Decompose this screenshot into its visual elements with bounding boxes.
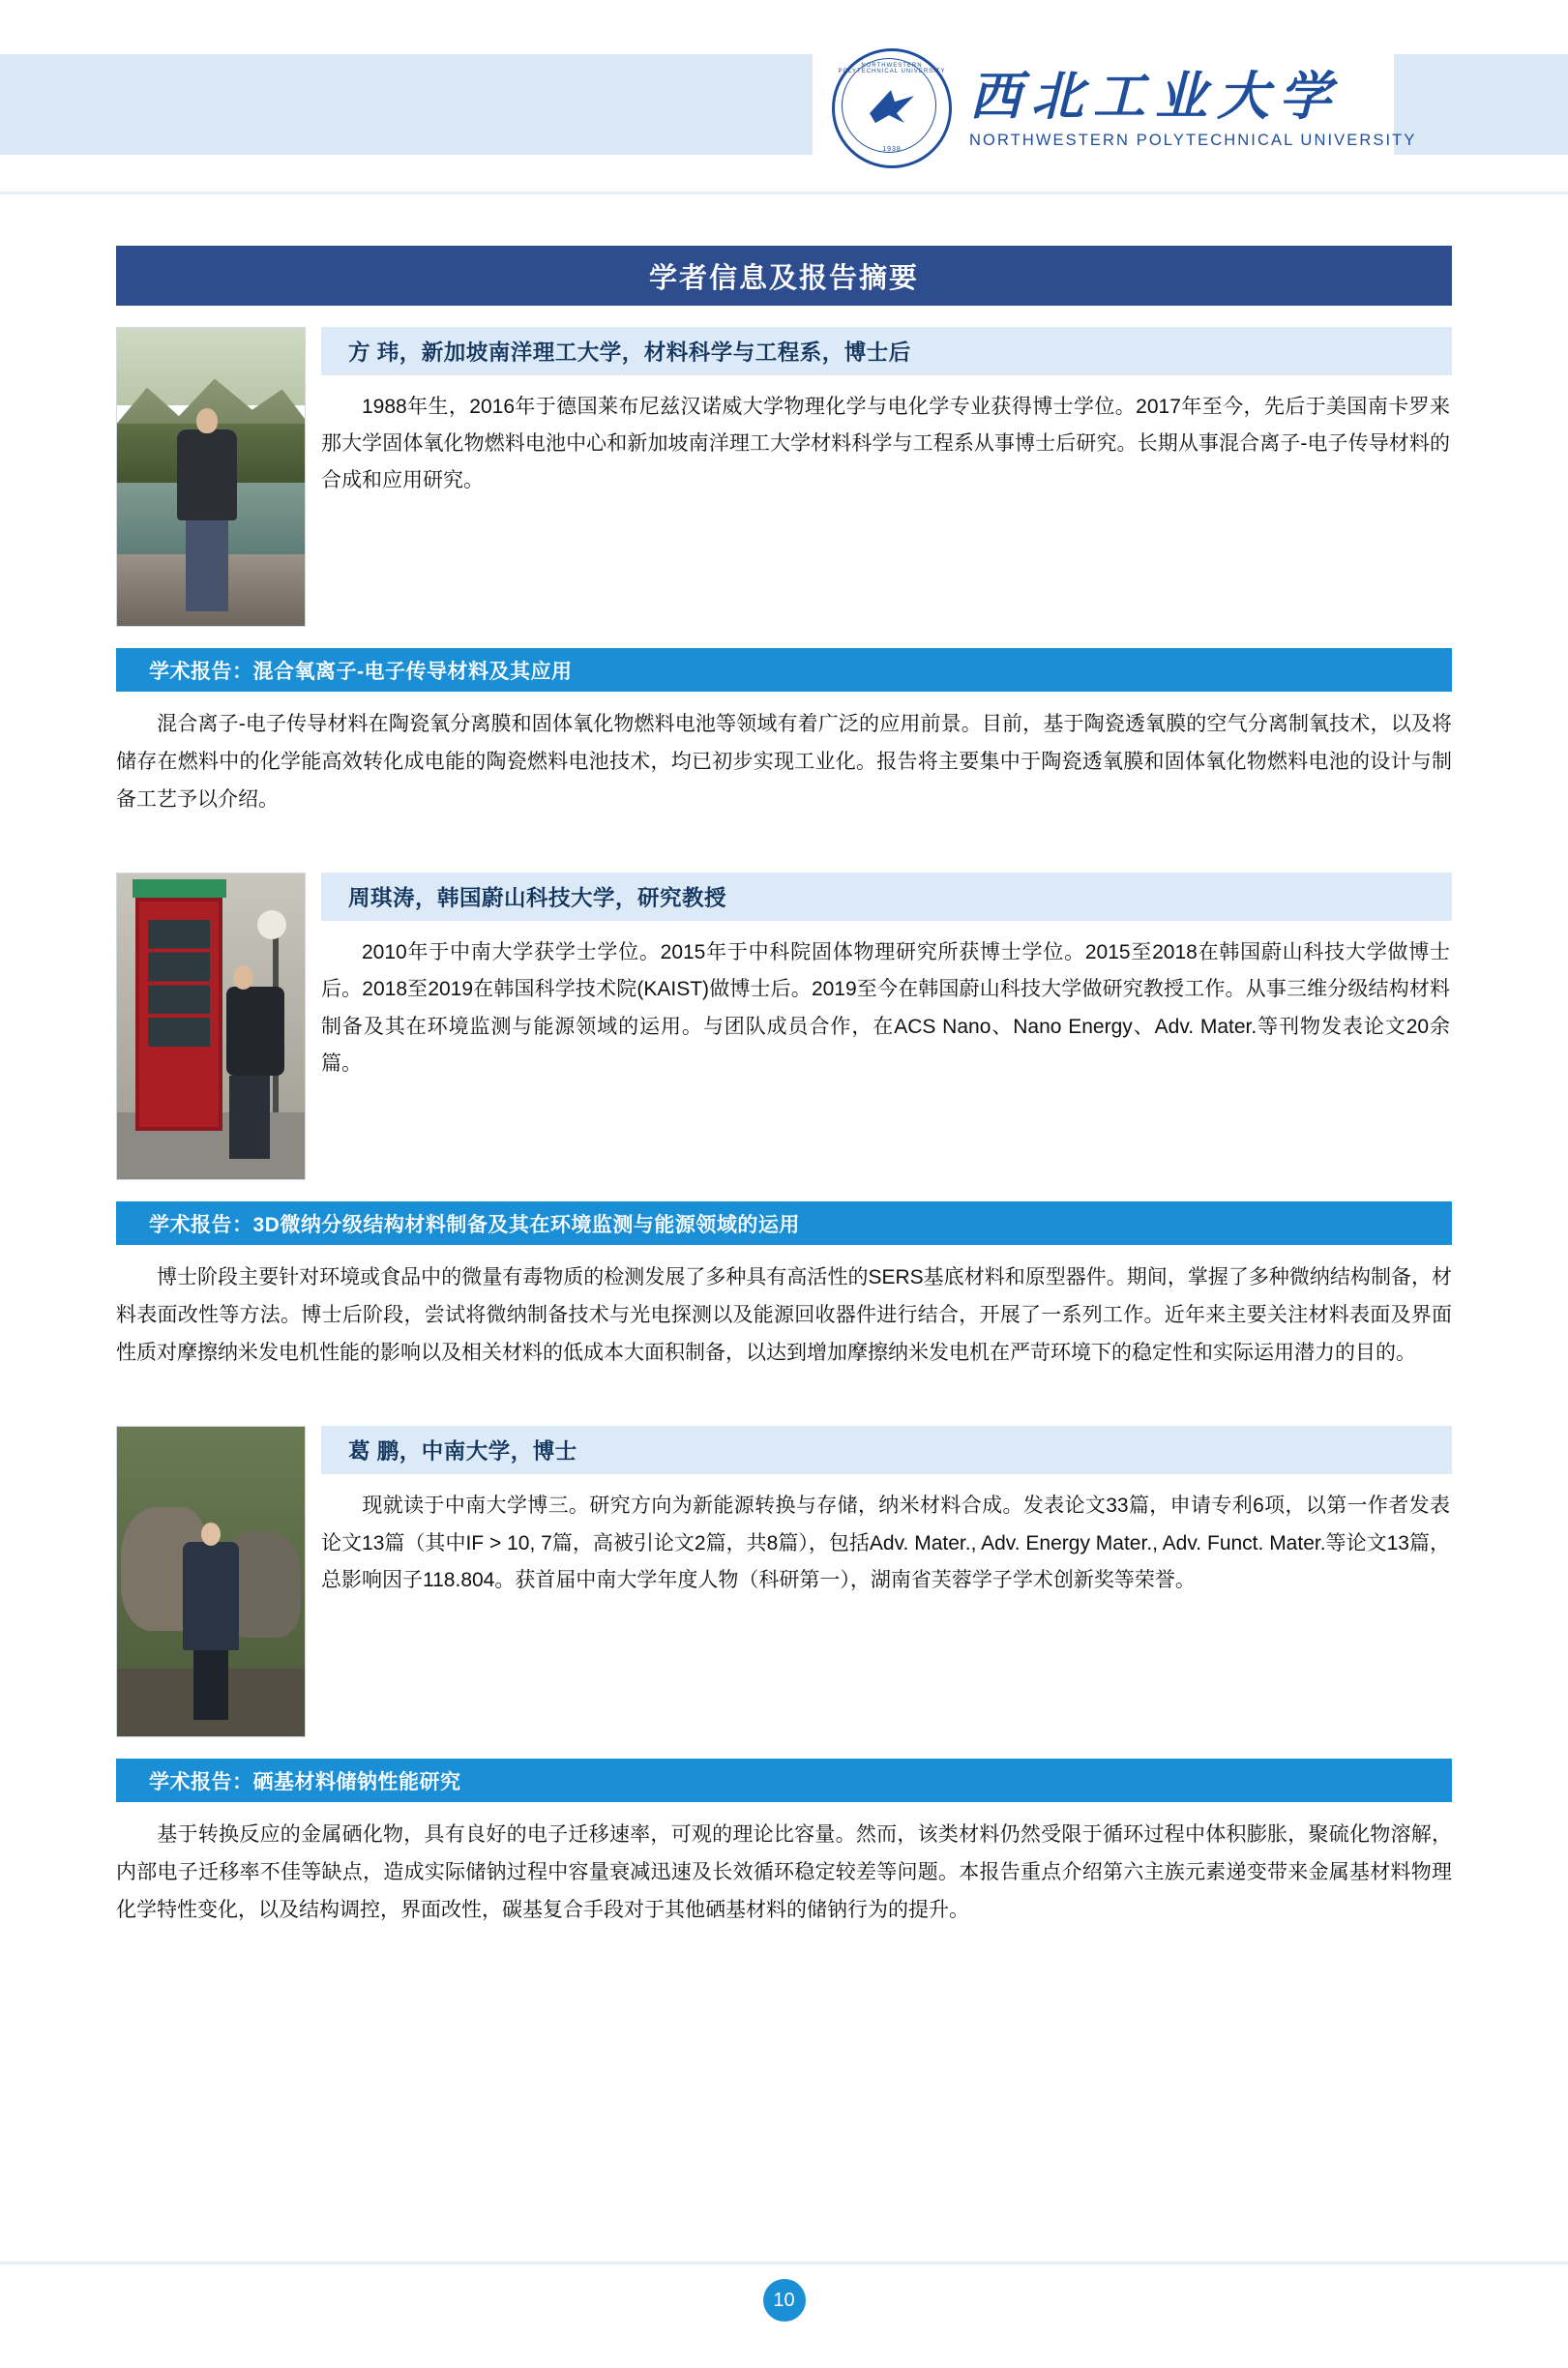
page-title: 学者信息及报告摘要 xyxy=(116,246,1452,306)
scholar-bio-text: 现就读于中南大学博三。研究方向为新能源转换与存储，纳米材料合成。发表论文33篇，申请专利6项，以第一作者发表论文13篇（其中IF > 10, 7篇，高被引论文2篇，共8篇），包括Adv. Mater., Adv. Energy Mater., Adv. Funct. Mater.等论文13篇，总影响因子118.804。获首届中南大学年度人物（科研第一），湖南省芙蓉学子学术创新奖等荣誉。 xyxy=(321,1495,1450,1591)
header-divider xyxy=(0,192,1568,194)
bird-icon xyxy=(866,84,918,129)
report-abstract-text: 博士阶段主要针对环境或食品中的微量有毒物质的检测发展了多种具有高活性的SERS基底材料和原型器件。期间，掌握了多种微纳结构制备，材料表面改性等方法。博士后阶段，尝试将微纳制备技术与光电探测以及能源回收器件进行结合，开展了一系列工作。近年来主要关注材料表面及界面性质对摩擦纳米发电机性能的影响以及相关材料的低成本大面积制备，以达到增加摩擦纳米发电机在严苛环境下的稳定性和实际运用潜力的目的。 xyxy=(116,1266,1452,1365)
scholar-bio xyxy=(321,934,1452,1082)
scholar-bio-text: 1988年生，2016年于德国莱布尼兹汉诺威大学物理化学与电化学专业获得博士学位。2017年至今，先后于美国南卡罗来那大学固体氧化物燃料电池中心和新加坡南洋理工大学材料科学与工程系从事博士后研究。长期从事混合离子-电子传导材料的合成和应用研究。 xyxy=(321,396,1450,492)
report-abstract xyxy=(116,1258,1452,1372)
scholar-entry xyxy=(116,1426,1452,1737)
scholar-name: 方 玮，新加坡南洋理工大学，材料科学与工程系，博士后 xyxy=(321,327,1452,375)
header-band-right xyxy=(1394,54,1568,155)
report-abstract xyxy=(116,1816,1452,1929)
university-seal-icon xyxy=(832,48,952,168)
page-header xyxy=(0,0,1568,205)
university-logo xyxy=(832,48,1416,168)
report-title: 学术报告：3D微纳分级结构材料制备及其在环境监测与能源领域的运用 xyxy=(116,1201,1452,1245)
report-title: 学术报告：混合氧离子-电子传导材料及其应用 xyxy=(116,648,1452,692)
scholar-photo xyxy=(116,1426,306,1737)
scholar-entry xyxy=(116,327,1452,627)
university-name-cn: 西北工业大学 xyxy=(969,64,1341,127)
scholar-bio-text: 2010年于中南大学获学士学位。2015年于中科院固体物理研究所获博士学位。2015至2018在韩国蔚山科技大学做博士后。2018至2019在韩国科学技术院(KAIST)做博士后。2019至今在韩国蔚山科技大学做研究教授工作。从事三维分级结构材料制备及其在环境监测与能源领域的运用。与团队成员合作，在ACS Nano、Nano Energy、Adv. Mater.等刊物发表论文20余篇。 xyxy=(321,941,1450,1075)
scholar-entry xyxy=(116,873,1452,1180)
report-abstract-text: 基于转换反应的金属硒化物，具有良好的电子迁移速率，可观的理论比容量。然而，该类材料仍然受限于循环过程中体积膨胀，聚硫化物溶解，内部电子迁移率不佳等缺点，造成实际储钠过程中容量衰减迅速及长效循环稳定较差等问题。本报告重点介绍第六主族元素递变带来金属基材料物理化学特性变化，以及结构调控，界面改性，碳基复合手段对于其他硒基材料的储钠行为的提升。 xyxy=(116,1823,1452,1922)
report-abstract-text: 混合离子-电子传导材料在陶瓷氧分离膜和固体氧化物燃料电池等领域有着广泛的应用前景。目前，基于陶瓷透氧膜的空气分离制氧技术，以及将储存在燃料中的化学能高效转化成电能的陶瓷燃料电池技术，均已初步实现工业化。报告将主要集中于陶瓷透氧膜和固体氧化物燃料电池的设计与制备工艺予以介绍。 xyxy=(116,713,1452,812)
scholar-name: 周琪涛，韩国蔚山科技大学，研究教授 xyxy=(321,873,1452,921)
report-title: 学术报告：硒基材料储钠性能研究 xyxy=(116,1759,1452,1802)
scholar-bio xyxy=(321,1488,1452,1599)
university-name-en: NORTHWESTERN POLYTECHNICAL UNIVERSITY xyxy=(969,132,1417,150)
footer-divider xyxy=(0,2262,1568,2264)
report-abstract xyxy=(116,705,1452,818)
header-band-left xyxy=(0,54,813,155)
page-number-badge: 10 xyxy=(763,2279,806,2322)
scholar-photo xyxy=(116,327,306,627)
scholar-bio xyxy=(321,389,1452,500)
seal-bottom-text: 1938 xyxy=(882,146,902,153)
scholar-name: 葛 鹏，中南大学，博士 xyxy=(321,1426,1452,1474)
scholar-photo xyxy=(116,873,306,1180)
page-footer xyxy=(0,2262,1568,2368)
seal-top-text: NORTHWESTERN POLYTECHNICAL UNIVERSITY xyxy=(838,63,946,74)
page-content xyxy=(0,246,1568,1929)
